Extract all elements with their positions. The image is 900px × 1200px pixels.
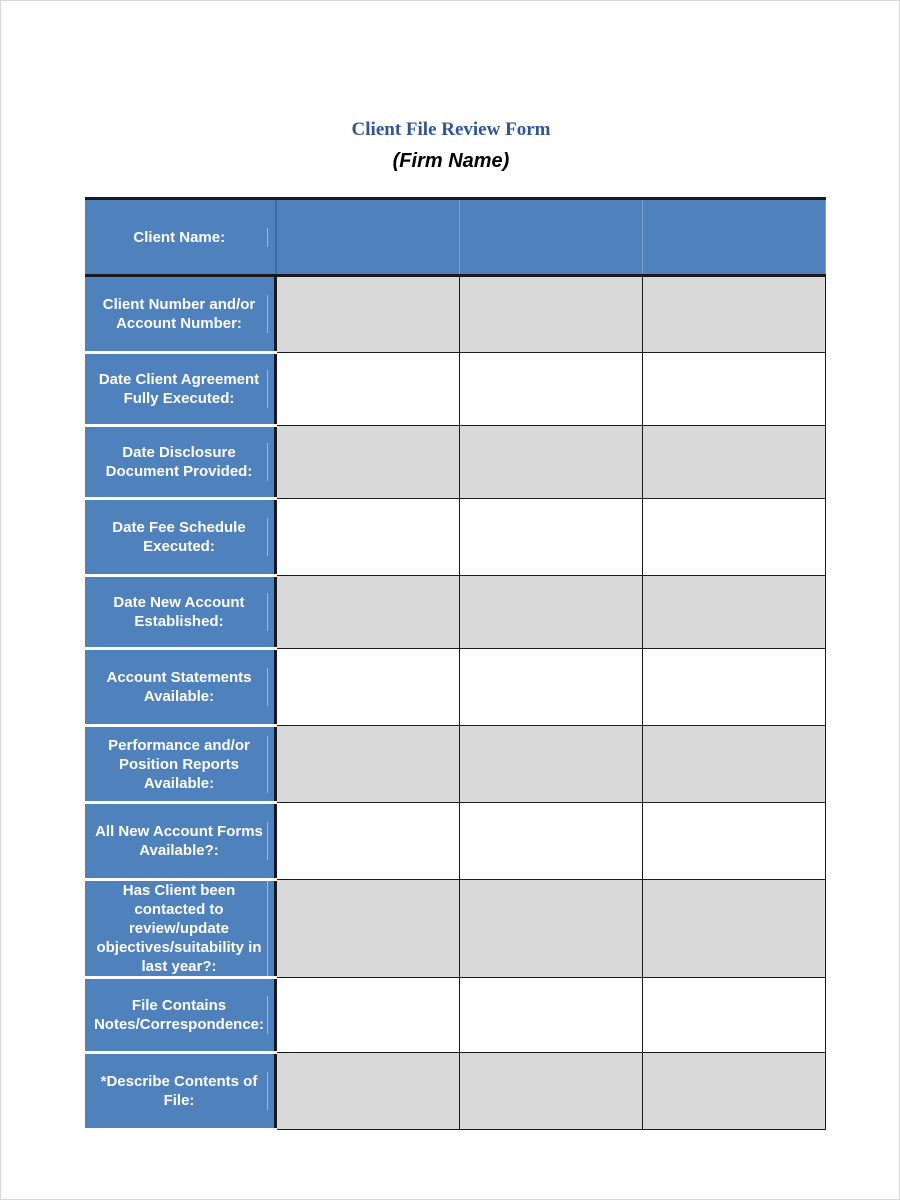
row-label-cell: [85, 426, 276, 499]
row-label-cell: [85, 499, 276, 576]
row-label-cell: [85, 649, 276, 726]
row-field-3[interactable]: [643, 649, 826, 726]
row-field-2[interactable]: [460, 426, 643, 499]
row-label-cell: [85, 1053, 276, 1130]
row-field-2[interactable]: [460, 353, 643, 426]
table-row: [85, 880, 826, 978]
row-field-2[interactable]: [460, 726, 643, 803]
row-label-cell: [85, 978, 276, 1053]
firm-name-subtitle: (Firm Name): [392, 150, 510, 172]
row-label-cell: [85, 353, 276, 426]
row-field-1[interactable]: [276, 803, 460, 880]
row-field-3[interactable]: [643, 978, 826, 1053]
row-label: Account Statements Available:: [91, 668, 268, 706]
table-row: [85, 726, 826, 803]
row-field-3[interactable]: [643, 726, 826, 803]
row-field-3[interactable]: [643, 499, 826, 576]
client-name-field-2[interactable]: [460, 199, 643, 276]
row-field-2[interactable]: [460, 576, 643, 649]
row-label: Date Disclosure Document Provided:: [91, 443, 268, 481]
row-label: File Contains Notes/Correspondence:: [91, 996, 268, 1034]
table-row: [85, 803, 826, 880]
row-field-1[interactable]: [276, 880, 460, 978]
table-row: [85, 978, 826, 1053]
client-name-label: Client Name:: [91, 228, 268, 247]
table-row: [85, 276, 826, 353]
table-row: [85, 649, 826, 726]
row-field-2[interactable]: [460, 978, 643, 1053]
row-label: Has Client been contacted to review/update objectives/suitability in last year?:: [91, 881, 268, 976]
row-label-cell: [85, 880, 276, 978]
table-row: [85, 576, 826, 649]
client-name-field-3[interactable]: [643, 199, 826, 276]
row-label: *Describe Contents of File:: [91, 1072, 268, 1110]
review-table: [85, 197, 826, 1131]
row-field-3[interactable]: [643, 576, 826, 649]
row-field-1[interactable]: [276, 978, 460, 1053]
row-label-cell: [85, 803, 276, 880]
row-field-2[interactable]: [460, 880, 643, 978]
row-field-1[interactable]: [276, 353, 460, 426]
table-row: [85, 499, 826, 576]
row-field-2[interactable]: [460, 649, 643, 726]
table-row: [85, 426, 826, 499]
row-field-1[interactable]: [276, 649, 460, 726]
client-name-field-1[interactable]: [276, 199, 460, 276]
row-field-1[interactable]: [276, 426, 460, 499]
row-label-cell: [85, 576, 276, 649]
row-field-2[interactable]: [460, 276, 643, 353]
row-label-cell: [85, 276, 276, 353]
row-field-3[interactable]: [643, 1053, 826, 1130]
row-label: Date Fee Schedule Executed:: [91, 518, 268, 556]
table-row: [85, 1053, 826, 1130]
row-label: All New Account Forms Available?:: [91, 822, 268, 860]
client-name-label-cell: [85, 199, 276, 276]
row-label: Date New Account Established:: [91, 593, 268, 631]
row-field-2[interactable]: [460, 803, 643, 880]
row-field-2[interactable]: [460, 499, 643, 576]
row-field-3[interactable]: [643, 803, 826, 880]
row-label-cell: [85, 726, 276, 803]
row-field-1[interactable]: [276, 499, 460, 576]
row-field-1[interactable]: [276, 576, 460, 649]
row-field-1[interactable]: [276, 1053, 460, 1130]
row-field-3[interactable]: [643, 353, 826, 426]
row-label: Performance and/or Position Reports Available:: [91, 736, 268, 793]
row-field-3[interactable]: [643, 880, 826, 978]
row-field-1[interactable]: [276, 726, 460, 803]
header-row: [85, 199, 826, 276]
row-field-3[interactable]: [643, 426, 826, 499]
table-row: [85, 353, 826, 426]
row-label: Date Client Agreement Fully Executed:: [91, 370, 268, 408]
row-field-2[interactable]: [460, 1053, 643, 1130]
form-title: Client File Review Form: [351, 119, 551, 140]
row-field-3[interactable]: [643, 276, 826, 353]
row-label: Client Number and/or Account Number:: [91, 295, 268, 333]
row-field-1[interactable]: [276, 276, 460, 353]
